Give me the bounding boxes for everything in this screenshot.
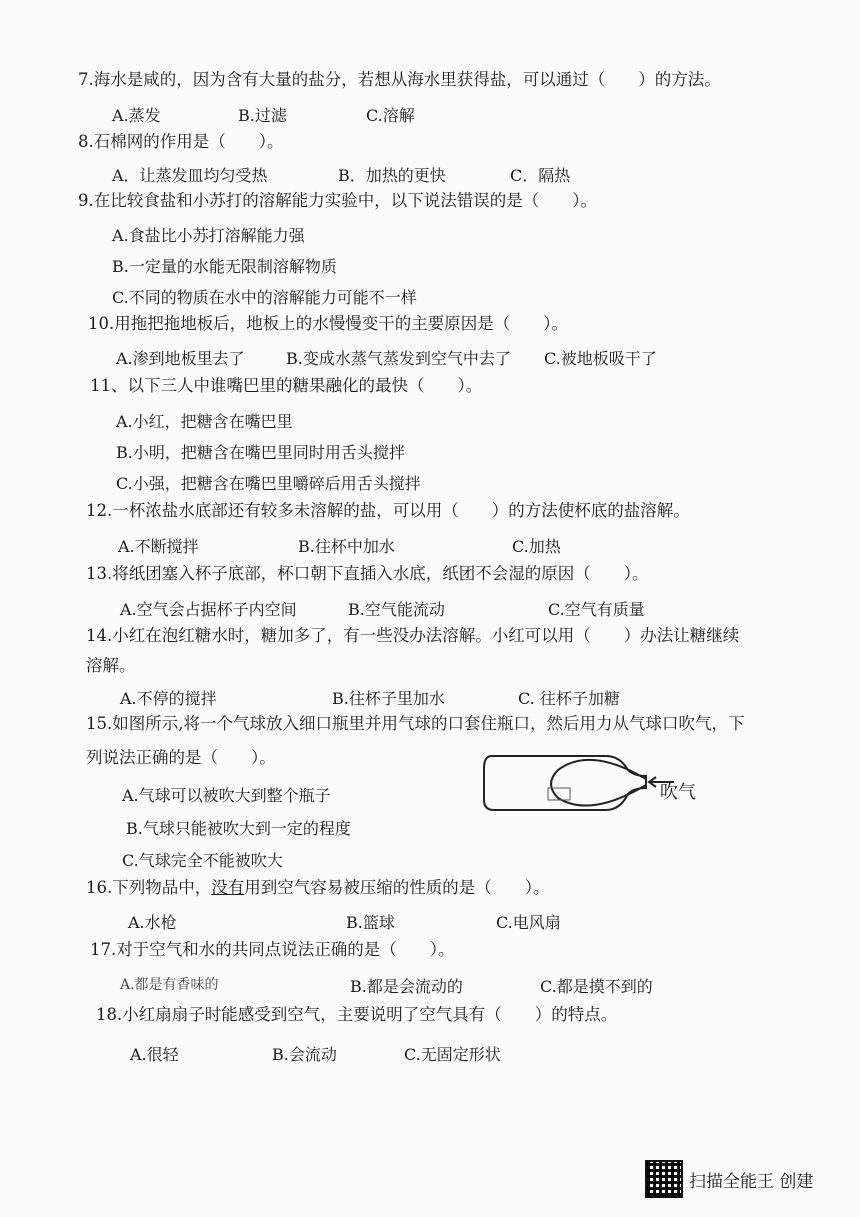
q16-text-pre: 16.下列物品中， [86, 878, 212, 897]
q16-option-c: C.电风扇 [496, 913, 561, 932]
q13-option-c: C.空气有质量 [548, 600, 645, 619]
q12-option-b: B.往杯中加水 [298, 537, 395, 556]
q7-option-c: C.溶解 [366, 106, 415, 125]
question-14-continued: 溶解。 [86, 656, 136, 675]
q14-option-c: C. 往杯子加糖 [518, 689, 620, 708]
question-9: 9.在比较食盐和小苏打的溶解能力实验中，以下说法错误的是（ ）。 [78, 191, 597, 210]
q15-option-a: A.气球可以被吹大到整个瓶子 [122, 786, 331, 805]
q8-option-a: A．让蒸发皿均匀受热 [112, 166, 268, 185]
q8-option-c: C．隔热 [510, 166, 571, 185]
q15-option-c: C.气球完全不能被吹大 [122, 851, 283, 870]
q17-option-c: C.都是摸不到的 [540, 977, 653, 996]
q9-option-b: B.一定量的水能无限制溶解物质 [112, 257, 337, 276]
q7-option-a: A.蒸发 [112, 106, 161, 125]
question-17: 17.对于空气和水的共同点说法正确的是（ ）。 [90, 940, 455, 959]
q10-option-c: C.被地板吸干了 [544, 349, 657, 368]
q10-option-a: A.渗到地板里去了 [116, 349, 245, 368]
question-10: 10.用拖把拖地板后，地板上的水慢慢变干的主要原因是（ ）。 [88, 314, 568, 333]
q7-option-b: B.过滤 [238, 106, 287, 125]
q16-option-b: B.篮球 [346, 913, 395, 932]
question-14: 14.小红在泡红糖水时，糖加多了，有一些没办法溶解。小红可以用（ ）办法让糖继续 [86, 626, 740, 645]
q11-option-c: C.小强，把糖含在嘴巴里嚼碎后用舌头搅拌 [116, 474, 421, 493]
q12-option-a: A.不断搅拌 [118, 537, 199, 556]
q16-emphasis: 没有 [211, 878, 245, 897]
q11-option-b: B.小明，把糖含在嘴巴里同时用舌头搅拌 [116, 443, 405, 462]
q16-option-a: A.水枪 [128, 913, 177, 932]
q14-option-a: A.不停的搅拌 [120, 689, 217, 708]
question-12: 12.一杯浓盐水底部还有较多未溶解的盐，可以用（ ）的方法使杯底的盐溶解。 [86, 501, 690, 520]
q13-option-a: A.空气会占据杯子内空间 [120, 600, 297, 619]
q17-option-a: A.都是有香味的 [120, 977, 219, 993]
q17-option-b: B.都是会流动的 [350, 977, 463, 996]
question-7: 7.海水是咸的，因为含有大量的盐分，若想从海水里获得盐，可以通过（ ）的方法。 [78, 70, 721, 89]
q8-option-b: B．加热的更快 [338, 166, 446, 185]
question-11: 11、以下三人中谁嘴巴里的糖果融化的最快（ ）。 [90, 376, 483, 395]
scanner-watermark [645, 1160, 813, 1198]
q13-option-b: B.空气能流动 [348, 600, 445, 619]
blow-label: 吹气 [660, 782, 696, 803]
q12-option-c: C.加热 [512, 537, 561, 556]
q9-option-c: C.不同的物质在水中的溶解能力可能不一样 [112, 288, 417, 307]
q18-option-c: C.无固定形状 [404, 1045, 501, 1064]
question-13: 13.将纸团塞入杯子底部，杯口朝下直插入水底，纸团不会湿的原因（ ）。 [86, 564, 649, 583]
q11-option-a: A.小红，把糖含在嘴巴里 [116, 412, 293, 431]
question-15-continued: 列说法正确的是（ ）。 [86, 748, 276, 767]
qr-code-icon [645, 1160, 683, 1198]
watermark-label: 扫描全能王 创建 [689, 1171, 814, 1192]
q18-option-a: A.很轻 [130, 1045, 179, 1064]
balloon-bottle-figure [478, 748, 728, 818]
q9-option-a: A.食盐比小苏打溶解能力强 [112, 226, 305, 245]
question-16 [86, 880, 550, 897]
question-15: 15.如图所示,将一个气球放入细口瓶里并用气球的口套住瓶口，然后用力从气球口吹气，下 [86, 714, 745, 733]
q15-option-b: B.气球只能被吹大到一定的程度 [126, 819, 351, 838]
q14-option-b: B.往杯子里加水 [332, 689, 445, 708]
question-18: 18.小红扇扇子时能感受到空气，主要说明了空气具有（ ）的特点。 [96, 1005, 618, 1024]
q10-option-b: B.变成水蒸气蒸发到空气中去了 [286, 349, 511, 368]
question-8: 8.石棉网的作用是（ ）。 [78, 132, 284, 151]
q18-option-b: B.会流动 [272, 1045, 337, 1064]
q16-text-post: 用到空气容易被压缩的性质的是（ ）。 [244, 878, 550, 897]
